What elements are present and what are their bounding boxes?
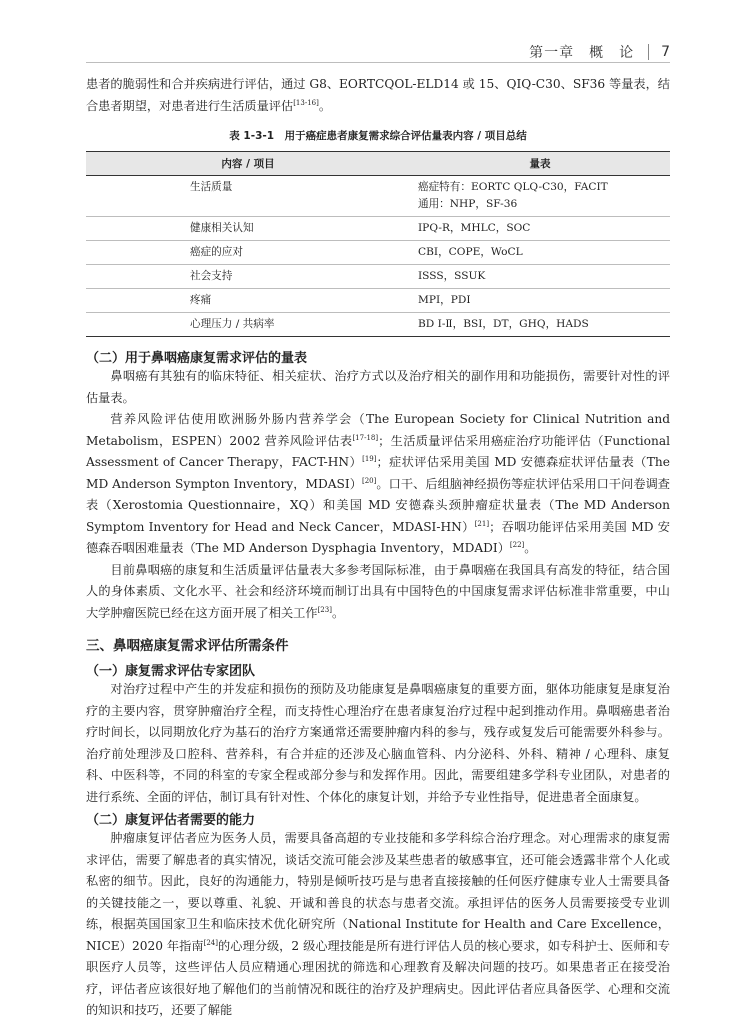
chapter-title: 第一章 概 论 [529, 45, 635, 61]
page-number: 7 [661, 44, 670, 60]
table-row [86, 217, 670, 241]
citation: [19] [362, 455, 377, 463]
page-body [86, 74, 670, 1022]
citation: [22] [509, 541, 525, 549]
table-cell-scale: ISSS，SSUK [410, 265, 670, 289]
citation: [24] [203, 938, 218, 947]
paragraph: 营养风险评估使用欧洲肠外肠内营养学会（The European Society for Clinical Nutrition and Metabolism，ESPEN）2002 营养风险评估表[17-18]；生活质量评估采用癌症治疗功能评估（Functional Assessment of Cancer Therapy，FACT-HN）[19]；症状评估采用美国 MD 安德森症状评估量表（The MD Anderson Sympton Inventory，MDASI）[20]。口干、后组脑神经损伤等症状评估采用口干问卷调查表（Xerostomia Questionnaire，XQ）和美国 MD 安德森头颈肿瘤症状量表（The MD Anderson Symptom Inventory for Head and Neck Cancer，MDASI-HN）[21]；吞咽功能评估采用美国 MD 安德森吞咽困难量表（The MD Anderson Dysphagia Inventory，MDADI）[22]。 [86, 412, 670, 555]
citation: [13-16] [293, 98, 319, 107]
paragraph: 肿瘤康复评估者应为医务人员，需要具备高超的专业技能和多学科综合治疗理念。对心理需求的康复需求评估，需要了解患者的真实情况，谈话交流可能会涉及某些患者的敏感事宜，还可能会透露非常个人化或私密的细节。因此，良好的沟通能力，特别是倾听技巧是与患者直接接触的任何医疗健康专业人士需要具备的关键技能之一，要以尊重、礼貌、开诚和善良的状态与患者交流。承担评估的医务人员需要接受专业训练，根据英国国家卫生和临床技术优化研究所（National Institute for Health and Care Excellence，NICE）2020 年指南[24]的心理分级，2 级心理技能是所有进行评估人员的核心要求，如专科护士、医师和专职医疗人员等，这些评估人员应精通心理困扰的筛选和心理教育及解决问题的技巧。如果患者正在接受治疗，评估者应该很好地了解他们的当前情况和既往的治疗及护理病史。因此评估者应具备医学、心理和交流的知识和技巧，还要了解能 [86, 831, 670, 1017]
scales-table [86, 151, 670, 337]
table-row [86, 241, 670, 265]
subsection-heading: （二）康复评估者需要的能力 [86, 813, 256, 828]
citation: [17-18] [352, 433, 379, 442]
paragraph: 鼻咽癌有其独有的临床特征、相关症状、治疗方式以及治疗相关的副作用和功能损伤，需要针对性的评估量表。 [86, 369, 670, 405]
table-cell-item: 心理压力 / 共病率 [86, 313, 410, 337]
table-cell-item: 癌症的应对 [86, 241, 410, 265]
table-cell-scale: BD Ⅰ-Ⅱ，BSI，DT，GHQ，HADS [410, 313, 670, 337]
table-row [86, 176, 670, 217]
table-cell-item: 疼痛 [86, 289, 410, 313]
header-separator [648, 44, 649, 60]
table-cell-item: 生活质量 [86, 176, 410, 217]
subsection-heading: （二）用于鼻咽癌康复需求评估的量表 [86, 351, 308, 366]
header-rule [86, 62, 670, 63]
table-caption: 表 1-3-1 用于癌症患者康复需求综合评估量表内容 / 项目总结 [229, 130, 527, 142]
intro-paragraph: 患者的脆弱性和合并疾病进行评估，通过 G8、EORTCQOL-ELD14 或 15、QIQ-C30、SF36 等量表，结合患者期望，对患者进行生活质量评估[13-16]。 [86, 77, 670, 113]
table-row [86, 265, 670, 289]
citation: [23] [317, 605, 332, 614]
table-header-row [86, 152, 670, 176]
table-cell-item: 社会支持 [86, 265, 410, 289]
section-heading: 三、鼻咽癌康复需求评估所需条件 [86, 638, 289, 654]
paragraph: 对治疗过程中产生的并发症和损伤的预防及功能康复是鼻咽癌康复的重要方面，躯体功能康复是康复治疗的主要内容，贯穿肿瘤治疗全程，而支持性心理治疗在患者康复治疗过程中起到推动作用。鼻咽癌患者治疗时间长，以同期放化疗为基石的治疗方案通常还需要肿瘤内科的参与，残存或复发后可能需要外科参与。治疗前处理涉及口腔科、营养科，有合并症的还涉及心脑血管科、内分泌科、外科、精神 / 心理科、康复科、中医科等，不同的科室的专家全程或部分参与和发挥作用。因此，需要组建多学科专业团队，对患者的进行系统、全面的评估，制订具有针对性、个体化的康复计划，并给予专业性指导，促进患者全面康复。 [86, 682, 670, 804]
column-header-item: 内容 / 项目 [86, 152, 410, 176]
table-row [86, 313, 670, 337]
column-header-scale: 量表 [410, 152, 670, 176]
citation: [21] [474, 519, 490, 528]
running-header [529, 42, 670, 62]
table-cell-scale: IPQ-R，MHLC，SOC [410, 217, 670, 241]
citation: [20] [361, 476, 377, 485]
subsection-heading: （一）康复需求评估专家团队 [86, 664, 256, 679]
paragraph: 目前鼻咽癌的康复和生活质量评估量表大多参考国际标准，由于鼻咽癌在我国具有高发的特征，结合国人的身体素质、文化水平、社会和经济环境而制订出具有中国特色的中国康复需求评估标准非常重要，中山大学肿瘤医院已经在这方面开展了相关工作[23]。 [86, 562, 670, 620]
table-cell-scale: MPI，PDI [410, 289, 670, 313]
table-cell-scale: CBI，COPE，WoCL [410, 241, 670, 265]
table-row [86, 289, 670, 313]
table-cell-item: 健康相关认知 [86, 217, 410, 241]
table-cell-scale: 癌症特有：EORTC QLQ-C30，FACIT 通用：NHP，SF-36 [410, 176, 670, 217]
